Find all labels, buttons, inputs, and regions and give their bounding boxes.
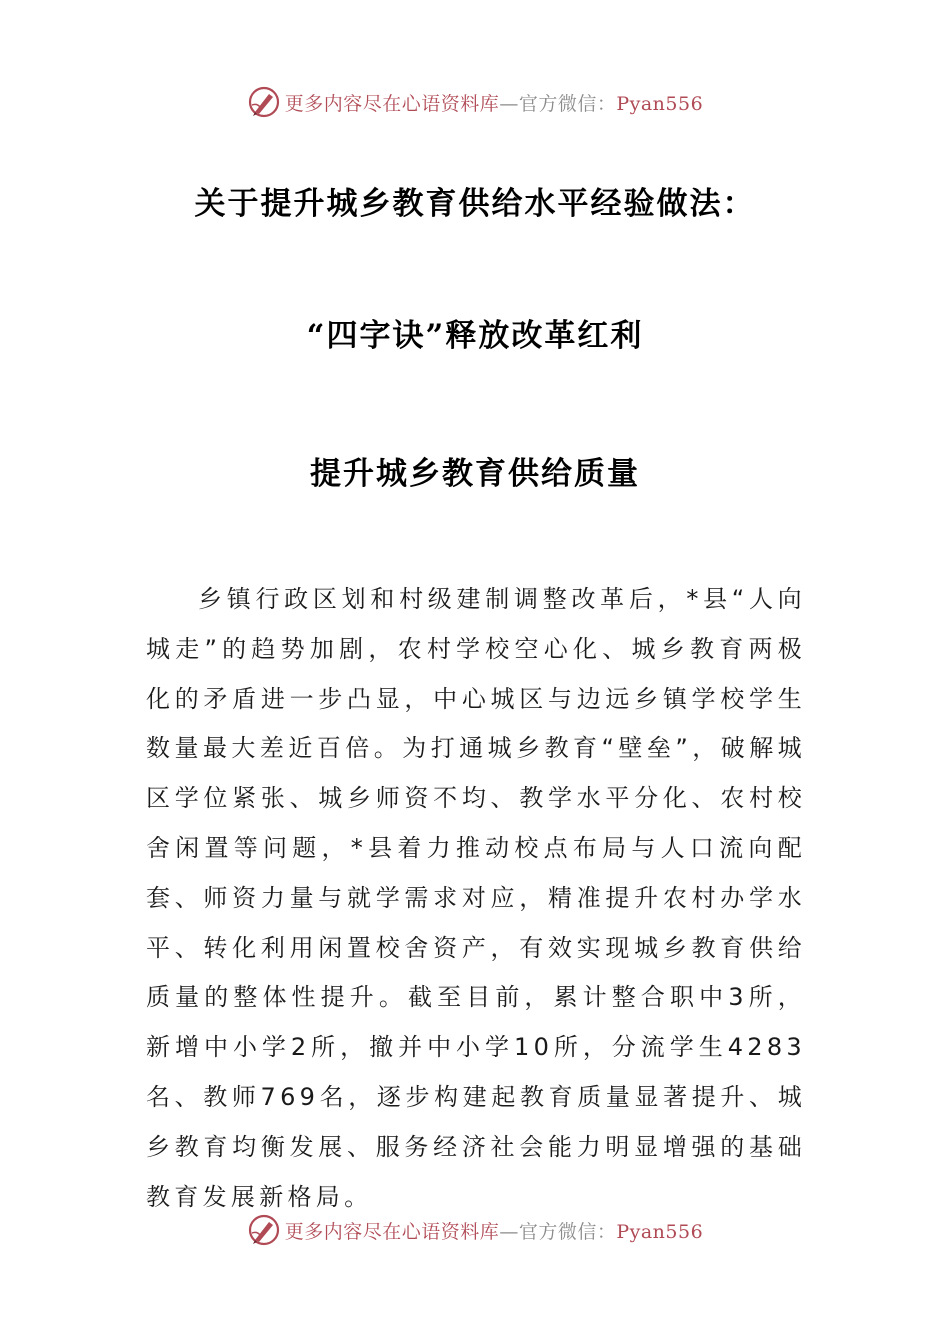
header-watermark-banner <box>0 82 950 122</box>
document-title-line-2: “四字诀”释放改革红利 <box>306 318 644 354</box>
body-paragraph: 乡镇行政区划和村级建制调整改革后，*县“人向城走”的趋势加剧，农村学校空心化、城乡教育两极化的矛盾进一步凸显，中心城区与边远乡镇学校学生数量最大差近百倍。为打通城乡教育“壁垒”，破解城区学位紧张、城乡师资不均、教学水平分化、农村校舍闲置等问题，*县着力推动校点布局与人口流向配套、师资力量与就学需求对应，精准提升农村办学水平、转化利用闲置校舍资产，有效实现城乡教育供给质量的整体性提升。截至目前，累计整合职中3所，新增中小学2所，撤并中小学10所，分流学生4283名、教师769名，逐步构建起教育质量显著提升、城乡教育均衡发展、服务经济社会能力明显增强的基础教育发展新格局。 <box>146 585 806 1211</box>
pen-in-circle-icon <box>247 1213 281 1247</box>
footer-watermark-banner <box>0 1210 950 1250</box>
watermark-text: 更多内容尽在心语资料库—官方微信：Pyan556 <box>284 92 704 115</box>
pen-in-circle-icon <box>247 85 281 119</box>
document-title-line-3: 提升城乡教育供给质量 <box>310 456 640 492</box>
watermark-text: 更多内容尽在心语资料库—官方微信：Pyan556 <box>284 1220 704 1243</box>
document-title-line-1: 关于提升城乡教育供给水平经验做法： <box>194 186 756 222</box>
